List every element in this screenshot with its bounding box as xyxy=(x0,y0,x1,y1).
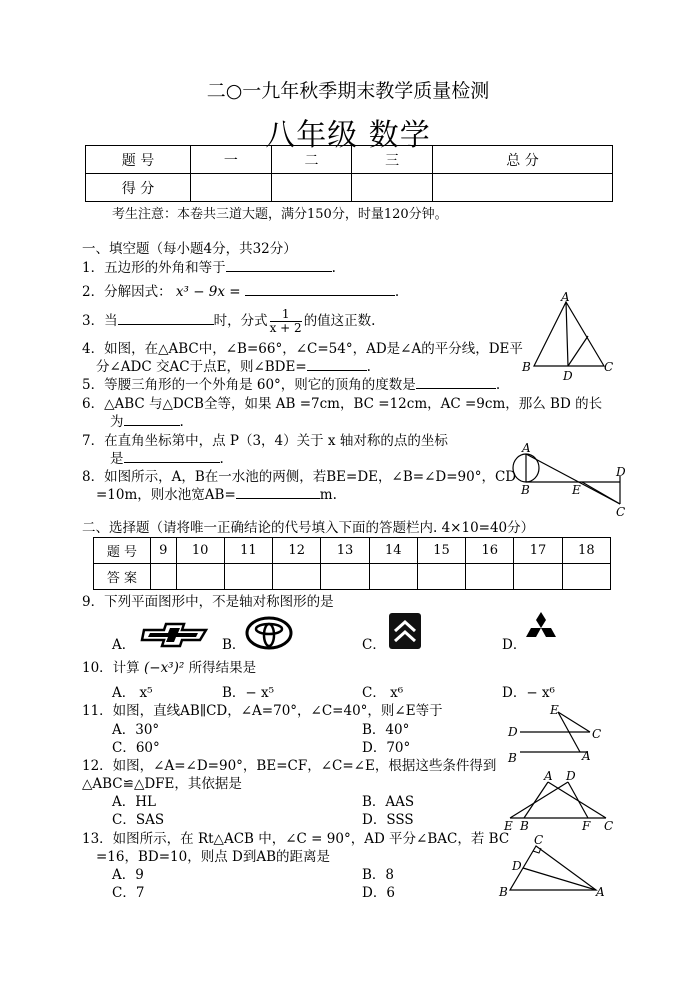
notice-text: 考生注意：本卷共三道大题，满分150分，时量120分钟。 xyxy=(112,207,448,222)
question-4-line1: 4．如图，在△ABC中，∠B=66°，∠C=54°，AD是∠A的平分线，DE平 xyxy=(82,341,523,357)
exam-title: 二○一九年秋季期末教学质量检测 xyxy=(206,80,490,102)
q11-option-a: A．30° xyxy=(112,722,160,738)
answer-blank[interactable] xyxy=(236,486,320,499)
question-1-text: 1．五边形的外角和等于 xyxy=(82,260,226,276)
question-3-text: 3．当 xyxy=(82,313,118,329)
fig3-label-d: D xyxy=(508,725,518,739)
fig4-label-f: F xyxy=(582,819,591,832)
score-row-label: 得 分 xyxy=(86,174,191,202)
fig1-label-d: D xyxy=(563,369,573,382)
answer-header-cell: 15 xyxy=(417,538,465,564)
answer-header-cell: 18 xyxy=(562,538,610,564)
figure-q11-parallel xyxy=(506,700,606,764)
question-5: 5．等腰三角形的一个外角是 60°，则它的顶角的度数是 . xyxy=(82,377,501,393)
q9-option-d-label: D． xyxy=(502,637,527,653)
score-table xyxy=(85,145,613,202)
q12-option-d: D．SSS xyxy=(362,812,414,828)
score-header-cell: 题 号 xyxy=(86,146,191,174)
mitsubishi-logo-icon xyxy=(526,611,556,641)
fig2-label-e: E xyxy=(572,483,581,497)
fig4-label-c: C xyxy=(604,819,614,832)
question-10-text: 10．计算 xyxy=(82,660,140,676)
citroen-logo-icon xyxy=(387,611,423,651)
score-cell[interactable] xyxy=(352,174,433,202)
fraction-denominator: x + 2 xyxy=(269,321,302,335)
q13-option-b: B．8 xyxy=(362,867,395,883)
answer-cell[interactable] xyxy=(176,564,224,590)
question-3 xyxy=(82,306,375,336)
fig1-label-b: B xyxy=(522,360,531,374)
q11-option-c: C．60° xyxy=(112,740,160,756)
answer-cell[interactable] xyxy=(417,564,465,590)
figure-q8-pool xyxy=(508,442,632,520)
q13-option-d: D．6 xyxy=(362,885,395,901)
answer-cell[interactable] xyxy=(369,564,417,590)
q9-option-a-label: A． xyxy=(112,637,136,653)
question-8-text: =10m，则水池宽AB= xyxy=(96,487,236,503)
answer-blank[interactable] xyxy=(307,358,367,371)
fig4-label-d: D xyxy=(566,769,576,783)
fig1-label-a: A xyxy=(561,290,570,304)
question-3-text: 的值这正数. xyxy=(303,313,376,329)
answer-header-cell: 13 xyxy=(321,538,369,564)
question-12-line1: 12．如图，∠A=∠D=90°，BE=CF，∠C=∠E，根据这些条件得到 xyxy=(82,758,497,774)
question-10-text: 所得结果是 xyxy=(188,660,257,676)
figure-q13-right-triangle xyxy=(496,832,608,900)
question-4-line2: 分∠ADC 交AC于点E，则∠BDE= . xyxy=(96,359,371,375)
answer-header-cell: 16 xyxy=(466,538,514,564)
fig4-label-e: E xyxy=(504,819,513,832)
q10-option-a: A． x⁵ xyxy=(112,685,153,701)
question-13-line1: 13．如图所示，在 Rt△ACB 中，∠C = 90°，AD 平分∠BAC，若 BC xyxy=(82,831,510,847)
question-8-line2 xyxy=(96,486,337,504)
fig2-label-d: D xyxy=(616,465,626,479)
fig3-label-a: A xyxy=(582,749,591,763)
question-3-text: 时，分式 xyxy=(213,313,268,329)
score-cell[interactable] xyxy=(433,174,613,202)
q12-option-c: C．SAS xyxy=(112,812,165,828)
answer-header-cell: 11 xyxy=(224,538,272,564)
score-cell[interactable] xyxy=(271,174,352,202)
q13-option-c: C．7 xyxy=(112,885,145,901)
q9-option-b-label: B． xyxy=(222,637,246,653)
question-2-text: 2．分解因式： xyxy=(82,284,172,300)
answer-blank[interactable] xyxy=(245,283,395,296)
chevrolet-logo-icon xyxy=(140,620,210,650)
answer-blank[interactable] xyxy=(416,376,496,389)
score-header-cell: 总 分 xyxy=(433,146,613,174)
question-4-text: 分∠ADC 交AC于点E，则∠BDE= xyxy=(96,359,307,375)
q9-option-c-label: C． xyxy=(362,637,386,653)
toyota-logo-icon xyxy=(244,614,294,652)
fig2-label-a: A xyxy=(522,442,531,455)
answer-cell[interactable] xyxy=(273,564,321,590)
question-8-line1: 8．如图所示，A，B在一水池的两侧，若BE=DE，∠B=∠D=90°，CD xyxy=(82,469,517,485)
question-7-text: 是 xyxy=(110,451,124,467)
fig4-label-a: A xyxy=(544,769,553,783)
fig5-label-b: B xyxy=(499,885,508,899)
section2-heading: 二、选择题（请将唯一正确结论的代号填入下面的答题栏内. 4×10=40分） xyxy=(82,520,535,536)
question-10 xyxy=(82,659,256,677)
fig3-label-c: C xyxy=(592,727,602,741)
question-10-expression: (−x³)² xyxy=(143,660,185,676)
question-6-line2: 为 . xyxy=(110,414,184,430)
q13-option-a: A．9 xyxy=(112,867,144,883)
answer-blank[interactable] xyxy=(124,450,220,463)
fig3-label-b: B xyxy=(508,751,517,764)
question-6-text: 为 xyxy=(110,414,124,430)
answer-header-cell: 题 号 xyxy=(94,538,151,564)
answer-blank[interactable] xyxy=(226,259,332,272)
question-13-line2: =16，BD=10，则点 D到AB的距离是 xyxy=(96,849,331,865)
question-6-line1: 6．△ABC 与△DCB全等，如果 AB =7cm，BC =12cm，AC =9cm，那么 BD 的长 xyxy=(82,396,603,412)
score-header-cell: 三 xyxy=(352,146,433,174)
fig2-label-b: B xyxy=(521,483,530,497)
exam-subtitle: 八年级 数学 xyxy=(265,118,431,153)
answer-blank[interactable] xyxy=(124,413,180,426)
answer-cell[interactable] xyxy=(151,564,177,590)
fraction xyxy=(270,308,302,335)
answer-header-cell: 12 xyxy=(273,538,321,564)
q10-option-b: B．− x⁵ xyxy=(222,685,275,701)
fig3-label-e: E xyxy=(550,703,559,717)
section1-heading: 一、填空题（每小题4分，共32分） xyxy=(82,241,297,257)
question-9: 9．下列平面图形中，不是轴对称图形的是 xyxy=(82,594,334,610)
figure-q12-triangles xyxy=(502,768,614,832)
q11-option-b: B．40° xyxy=(362,722,410,738)
answer-cell[interactable] xyxy=(562,564,610,590)
question-7-line2: 是 . xyxy=(110,451,224,467)
fig2-label-c: C xyxy=(616,505,626,519)
fig1-label-c: C xyxy=(604,360,614,374)
score-header-cell: 二 xyxy=(271,146,352,174)
answer-header-cell: 10 xyxy=(176,538,224,564)
fraction-numerator: 1 xyxy=(270,308,302,322)
fig5-label-d: D xyxy=(512,859,522,873)
figure-q4-triangle xyxy=(518,290,618,382)
q11-option-d: D．70° xyxy=(362,740,411,756)
question-2: 2．分解因式： x³ − 9x = . xyxy=(82,284,400,300)
q10-option-c: C． x⁶ xyxy=(362,685,404,701)
score-cell[interactable] xyxy=(191,174,272,202)
answer-cell[interactable] xyxy=(514,564,562,590)
fig5-label-c: C xyxy=(534,833,544,847)
fig5-label-a: A xyxy=(596,885,605,899)
question-1: 1．五边形的外角和等于 . xyxy=(82,260,336,276)
answer-cell[interactable] xyxy=(466,564,514,590)
score-header-cell: 一 xyxy=(191,146,272,174)
question-12-line2: △ABC≌△DFE，其依据是 xyxy=(82,776,242,792)
answer-table xyxy=(93,537,611,590)
answer-header-cell: 17 xyxy=(514,538,562,564)
question-7-line1: 7．在直角坐标第中，点 P（3，4）关于 x 轴对称的点的坐标 xyxy=(82,433,448,449)
q10-option-d: D．− x⁶ xyxy=(502,685,555,701)
answer-header-cell: 9 xyxy=(151,538,177,564)
question-2-expression: x³ − 9x = xyxy=(175,284,241,300)
answer-cell[interactable] xyxy=(224,564,272,590)
answer-header-cell: 14 xyxy=(369,538,417,564)
question-8-unit: m. xyxy=(319,487,337,503)
q12-option-b: B．AAS xyxy=(362,794,415,810)
answer-row-label: 答 案 xyxy=(94,564,151,590)
answer-blank[interactable] xyxy=(118,312,214,325)
answer-cell[interactable] xyxy=(321,564,369,590)
fig4-label-b: B xyxy=(520,819,529,832)
question-11: 11．如图，直线AB∥CD，∠A=70°，∠C=40°，则∠E等于 xyxy=(82,703,443,719)
question-5-text: 5．等腰三角形的一个外角是 60°，则它的顶角的度数是 xyxy=(82,377,416,393)
q12-option-a: A．HL xyxy=(112,794,156,810)
